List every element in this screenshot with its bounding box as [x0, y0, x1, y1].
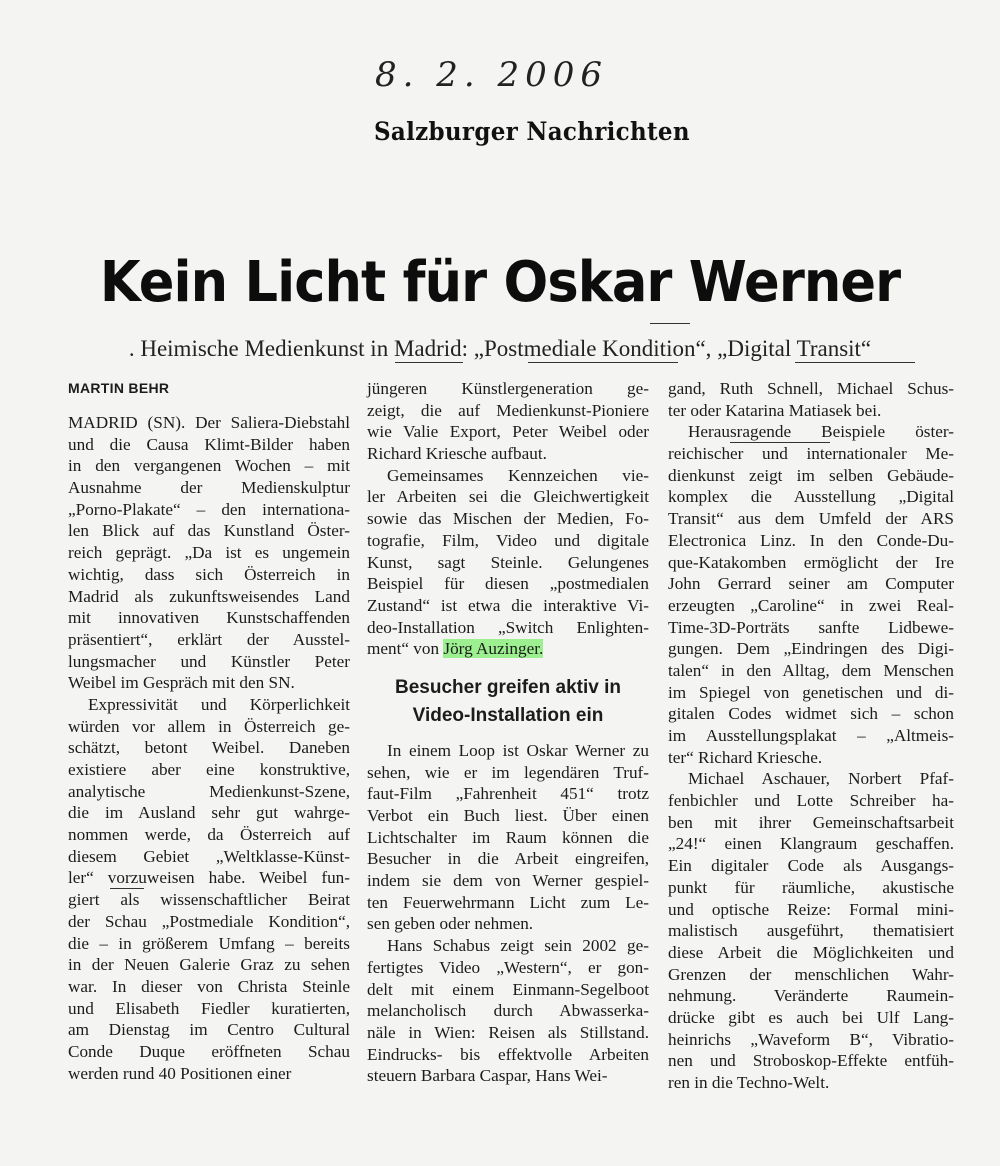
text-line: gand, Ruth Schnell, Michael Schus-: [668, 379, 954, 398]
text-line: reich geprägt. „Da ist es ungemein: [68, 543, 350, 563]
text-line: schätzt, betont Weibel. Daneben: [68, 738, 350, 758]
text-line: Michael Aschauer, Norbert Pfaf-: [688, 769, 954, 789]
pen-underline: [650, 323, 690, 324]
text-line: präsentiert“, erklärt der Ausstel-: [68, 629, 350, 649]
text-line: ben mit ihrer Gemeinschaftsarbeit: [668, 812, 954, 832]
byline: MARTIN BEHR: [68, 380, 170, 396]
text-line: ten Feuerwehrmann Licht zum Le-: [367, 892, 649, 912]
text-line: am Dienstag im Centro Cultural: [68, 1020, 350, 1040]
text-line: dienkunst zeigt im selben Gebäude-: [668, 465, 954, 485]
text-line: tografie, Film, Video und digitale: [367, 530, 649, 550]
pen-underline: [795, 362, 915, 363]
text-line: und Elisabeth Fiedler kuratierten,: [68, 998, 350, 1018]
handwritten-date: 8. 2. 2006: [375, 55, 609, 95]
column-3: [668, 378, 954, 1094]
text-line: que-Katakomben ermöglicht der Ire: [668, 552, 954, 572]
text-line: Weibel im Gespräch mit den SN.: [68, 673, 295, 693]
text-line: In einem Loop ist Oskar Werner zu: [387, 740, 649, 760]
text-line: diesem Gebiet „Weltklasse-Künst-: [68, 846, 350, 866]
text-line: heinrichs „Waveform B“, Vibratio-: [668, 1029, 954, 1049]
text-line: Kunst, sagt Steinle. Gelungenes: [367, 552, 649, 572]
highlight-prefix: ment“ von: [367, 639, 444, 659]
text-line: der Schau „Postmediale Kondition“,: [68, 911, 350, 931]
text-line: wie Valie Export, Peter Weibel oder: [367, 422, 649, 442]
text-line: gungen. Dem „Eindringen des Digi-: [668, 639, 954, 659]
text-line: fertigtes Video „Western“, er gon-: [367, 957, 649, 977]
text-line: indem sie dem von Werner gespiel-: [367, 871, 649, 891]
text-line: sehen, wie er im legendären Truf-: [367, 762, 649, 782]
text-line: nen und Stroboskop-Effekte entfüh-: [668, 1051, 954, 1071]
text-line: ler Arbeiten sei die Gleichwertigkeit: [367, 487, 649, 507]
text-line: und optische Reize: Formal mini-: [668, 899, 954, 919]
text-line: faut-Film „Fahrenheit 451“ trotz: [367, 784, 649, 804]
text-line: Grenzen der menschlichen Wahr-: [668, 964, 954, 984]
text-line: im Spiegel von genetischen und di-: [668, 682, 954, 702]
text-line: die – in größerem Umfang – bereits: [68, 933, 350, 953]
column-1-body: [68, 412, 350, 1084]
pen-underline: [528, 362, 678, 363]
text-line: Zustand“ ist etwa die interaktive Vi-: [367, 595, 649, 615]
text-line: und die Causa Klimt-Bilder haben: [68, 434, 350, 454]
text-line: mit innovativen Kunstschaffenden: [68, 608, 350, 628]
text-line: Ein digitaler Code als Ausgangs-: [668, 856, 954, 876]
text-line: war. In dieser von Christa Steinle: [68, 976, 350, 996]
text-line: talen“ in den Alltag, dem Menschen: [668, 660, 954, 680]
text-line: wichtig, dass sich Österreich in: [68, 564, 350, 584]
text-line: die im Ausland sehr gut wahrge-: [68, 803, 350, 823]
text-line: komplex die Ausstellung „Digital: [668, 487, 954, 507]
text-line: steuern Barbara Caspar, Hans Wei-: [367, 1066, 608, 1086]
text-line: John Gerrard seiner am Computer: [668, 574, 954, 594]
text-line: Herausragende Beispiele öster-: [688, 422, 954, 442]
pen-underline: [730, 442, 830, 443]
text-line: Time-3D-Porträts sanfte Lidbewe-: [668, 617, 954, 637]
text-line: deo-Installation „Switch Enlighten-: [367, 617, 649, 637]
text-line: nommen werde, da Österreich auf: [68, 825, 350, 845]
text-line: sowie das Mischen der Medien, Fo-: [367, 509, 649, 529]
text-line: im Ausstellungsplakat – „Altmeis-: [668, 726, 954, 745]
text-line: Transit“ aus dem Umfeld der ARS: [668, 509, 954, 529]
section-heading: [367, 674, 649, 730]
text-line: diese Arbeit die Möglichkeiten und: [668, 942, 954, 962]
article-subheadline: . Heimische Medienkunst in Madrid: „Postmediale Kondition“, „Digital Transit“: [128, 336, 872, 361]
text-line: sen geben oder nehmen.: [367, 914, 534, 934]
text-line: „24!“ einen Klangraum geschaffen.: [668, 834, 954, 854]
column-2-body-top: [367, 378, 649, 638]
text-line: Ausnahme der Medienskulptur: [68, 478, 350, 498]
text-line: len Blick auf das Kunstland Öster-: [68, 521, 350, 541]
text-line: Hans Schabus zeigt sein 2002 ge-: [387, 936, 649, 956]
text-line: ter oder Katarina Matiasek bei.: [668, 400, 882, 420]
text-line: näle in Wien: Reisen als Stillstand.: [367, 1022, 649, 1042]
text-line: werden rund 40 Positionen einer: [68, 1063, 292, 1083]
text-line: ler“ vorzuweisen habe. Weibel fun-: [68, 868, 350, 888]
text-line: Eindrucks- bis effektvolle Arbeiten: [367, 1044, 649, 1064]
text-line: Electronica Linz. In den Conde-Du-: [668, 530, 954, 550]
text-line: existiere aber eine konstruktive,: [68, 760, 350, 779]
text-line: delt mit einem Einmann-Segelboot: [367, 979, 649, 999]
article-headline: Kein Licht für Oskar Werner: [99, 250, 901, 315]
column-2-body-bottom: [367, 740, 649, 1087]
highlighted-name: Jörg Auzinger.: [443, 639, 544, 659]
text-line: ter“ Richard Kriesche.: [668, 747, 823, 767]
text-line: malistisch ausgeführt, thematisiert: [668, 921, 954, 941]
text-line: „Porno-Plakate“ – den internationa-: [68, 499, 350, 519]
text-line: ren in die Techno-Welt.: [668, 1073, 830, 1092]
pen-underline: [110, 888, 144, 889]
text-line: lungsmacher und Künstler Peter: [68, 651, 350, 671]
text-line: melancholisch durch Abwasserka-: [367, 1001, 649, 1021]
text-line: Beispiel für diesen „postmedialen: [367, 574, 649, 594]
text-line: nehmung. Veränderte Raumein-: [668, 986, 954, 1006]
column-1: [68, 378, 350, 1084]
text-line: Lichtschalter im Raum können die: [367, 827, 649, 847]
text-line: gitalen Codes widmet sich – schon: [668, 704, 954, 724]
text-line: Richard Kriesche aufbaut.: [367, 444, 547, 464]
highlight-line: [367, 638, 649, 660]
newspaper-masthead: Salzburger Nachrichten: [374, 116, 690, 147]
text-line: Gemeinsames Kennzeichen vie-: [387, 465, 649, 485]
text-line: in der Neuen Galerie Graz zu sehen: [68, 955, 350, 975]
text-line: Expressivität und Körperlichkeit: [88, 694, 350, 714]
text-line: MADRID (SN). Der Saliera-Diebstahl: [68, 413, 350, 432]
column-2: [367, 378, 649, 1087]
text-line: Conde Duque eröffneten Schau: [68, 1041, 350, 1061]
text-line: Besucher in die Arbeit eingreifen,: [367, 849, 649, 869]
text-line: reichischer und internationaler Me-: [668, 444, 954, 464]
text-line: analytische Medienkunst-Szene,: [68, 781, 350, 801]
text-line: punkt für räumliche, akustische: [668, 877, 954, 897]
text-line: zeigt, die auf Medienkunst-Pioniere: [367, 400, 649, 420]
text-line: Madrid als zukunftsweisendes Land: [68, 586, 350, 606]
text-line: drücke gibt es auch bei Ulf Lang-: [668, 1007, 954, 1027]
text-line: giert als wissenschaftlicher Beirat: [68, 890, 350, 910]
text-line: würden vor allem in Österreich ge-: [68, 716, 350, 736]
section-heading-line-1: Besucher greifen aktiv in: [395, 676, 621, 698]
column-3-body: [668, 378, 954, 1094]
text-line: jüngeren Künstlergeneration ge-: [367, 379, 649, 398]
text-line: erzeugten „Caroline“ in zwei Real-: [668, 595, 954, 615]
text-line: fenbichler und Lotte Schreiber ha-: [668, 791, 954, 811]
section-heading-line-2: Video-Installation ein: [412, 704, 604, 726]
pen-underline: [395, 362, 463, 363]
text-line: in den vergangenen Wochen – mit: [68, 456, 350, 476]
text-line: Verbot ein Buch liest. Über einen: [367, 806, 649, 825]
